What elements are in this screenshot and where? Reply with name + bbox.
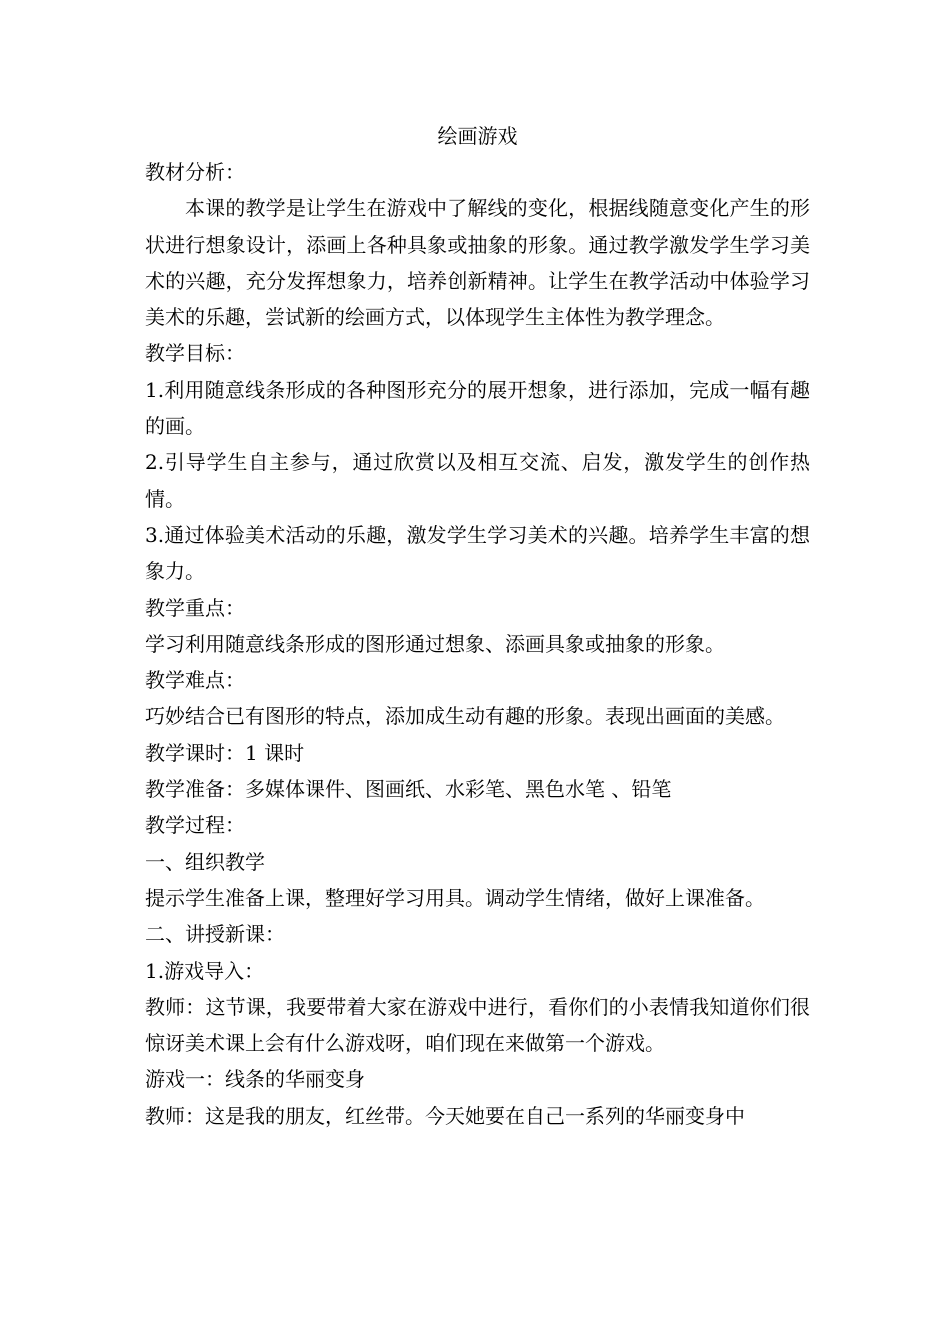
difficulties-text: 巧妙结合已有图形的特点，添加成生动有趣的形象。表现出画面的美感。 — [145, 704, 785, 729]
teacher-dialogue-1: 教师：这节课，我要带着大家在游戏中进行，看你们的小表情我知道你们很惊讶美术课上会有什么游戏呀，咱们现在来做第一个游戏。 — [145, 994, 810, 1056]
step-1-heading: 一、组织教学 — [145, 849, 265, 874]
heading-key-points: 教学重点： — [145, 595, 245, 620]
class-hours: 教学课时：1 课时 — [145, 740, 305, 765]
document-page — [145, 118, 810, 1134]
heading-difficulties: 教学难点： — [145, 668, 245, 693]
teaching-goal-1: 1.利用随意线条形成的各种图形充分的展开想象，进行添加，完成一幅有趣的画。 — [145, 377, 810, 439]
heading-material-analysis: 教材分析： — [145, 160, 245, 184]
teaching-preparation: 教学准备：多媒体课件、图画纸、水彩笔、黑色水笔 、铅笔 — [145, 777, 672, 802]
step-2-subheading-1: 1.游戏导入： — [145, 958, 265, 983]
heading-teaching-goals: 教学目标： — [145, 341, 245, 366]
teaching-goal-2: 2.引导学生自主参与，通过欣赏以及相互交流、启发，激发学生的创作热情。 — [145, 450, 810, 511]
game-1-heading: 游戏一：线条的华丽变身 — [145, 1067, 365, 1092]
step-2-heading: 二、讲授新课： — [145, 922, 285, 947]
heading-teaching-process: 教学过程： — [145, 813, 245, 838]
key-points-text: 学习利用随意线条形成的图形通过想象、添画具象或抽象的形象。 — [145, 631, 725, 656]
document-title: 绘画游戏 — [437, 124, 518, 148]
step-1-text: 提示学生准备上课，整理好学习用具。调动学生情绪，做好上课准备。 — [145, 885, 765, 910]
material-analysis-text: 本课的教学是让学生在游戏中了解线的变化，根据线随意变化产生的形状进行想象设计，添画上各种具象或抽象的形象。通过教学激发学生学习美术的兴趣，充分发挥想象力，培养创新精神。让学生在教学活动中体验学习美术的乐趣，尝试新的绘画方式，以体现学生主体性为教学理念。 — [145, 196, 810, 330]
teacher-dialogue-2: 教师：这是我的朋友，红丝带。今天她要在自己一系列的华丽变身中 — [145, 1103, 745, 1128]
teaching-goal-3: 3.通过体验美术活动的乐趣，激发学生学习美术的兴趣。培养学生丰富的想象力。 — [145, 522, 810, 584]
